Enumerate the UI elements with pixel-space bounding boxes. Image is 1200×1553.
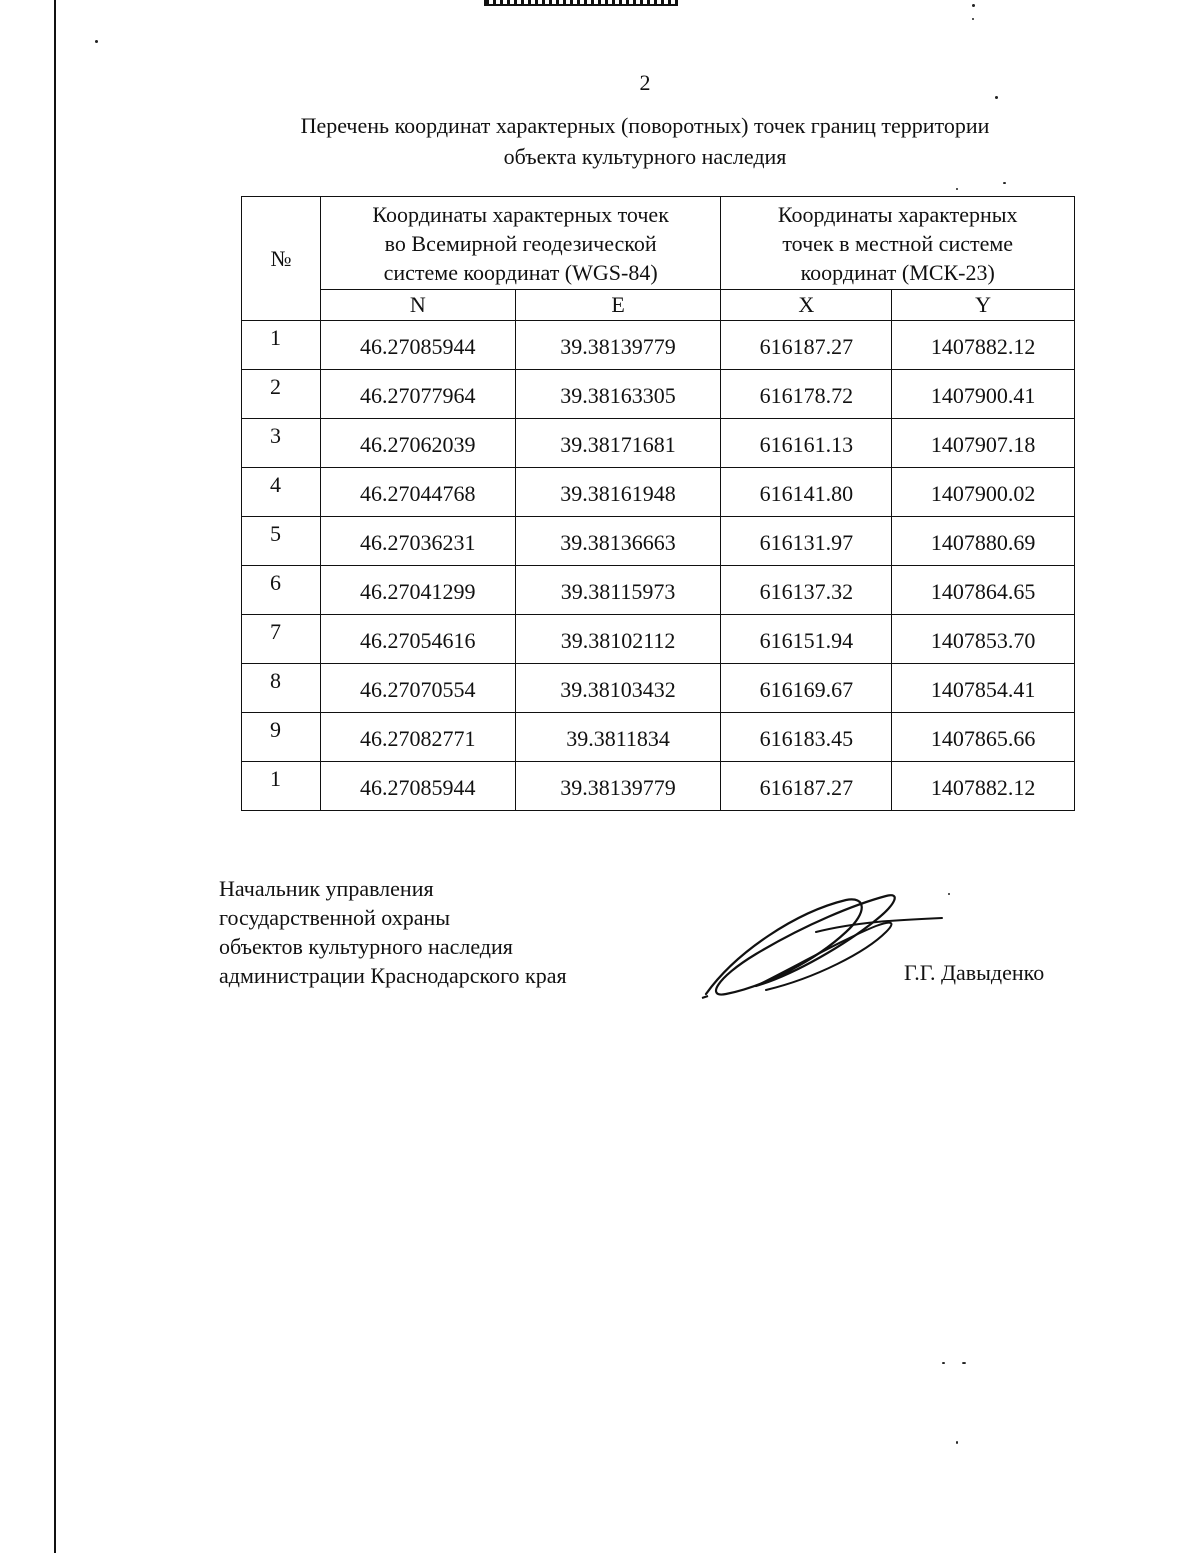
point-number-cell: 3 — [242, 419, 321, 468]
y-coordinate-cell: 1407853.70 — [892, 615, 1075, 664]
table-row — [242, 762, 1075, 811]
longitude-cell: 39.38171681 — [515, 419, 721, 468]
msk23-group-header — [721, 197, 1075, 290]
longitude-cell: 39.3811834 — [515, 713, 721, 762]
x-coordinate-cell: 616151.94 — [721, 615, 892, 664]
title-line: Перечень координат характерных (поворотных) точек границ территории — [300, 113, 990, 138]
y-coordinate-cell: 1407900.41 — [892, 370, 1075, 419]
longitude-cell: 39.38102112 — [515, 615, 721, 664]
longitude-cell: 39.38163305 — [515, 370, 721, 419]
point-number-cell: 1 — [242, 321, 321, 370]
coordinates-table — [241, 196, 1075, 811]
table-row — [242, 664, 1075, 713]
header-line: во Всемирной геодезической — [384, 230, 657, 256]
y-coordinate-cell: 1407882.12 — [892, 762, 1075, 811]
x-column-header: X — [721, 290, 892, 321]
page-number: 2 — [639, 70, 651, 95]
longitude-cell: 39.38136663 — [515, 517, 721, 566]
point-number-cell: 1 — [242, 762, 321, 811]
scan-speck — [1003, 182, 1006, 184]
page-left-border — [54, 0, 56, 1553]
latitude-cell: 46.27044768 — [320, 468, 515, 517]
header-line: координат (МСК-23) — [800, 259, 995, 285]
scan-speck — [956, 1441, 958, 1444]
scan-speck — [962, 1362, 966, 1364]
scan-speck — [972, 18, 974, 20]
signer-name: Г.Г. Давыденко — [904, 960, 1045, 985]
x-coordinate-cell: 616178.72 — [721, 370, 892, 419]
longitude-cell: 39.38139779 — [515, 762, 721, 811]
latitude-cell: 46.27070554 — [320, 664, 515, 713]
longitude-cell: 39.38115973 — [515, 566, 721, 615]
table-row — [242, 566, 1075, 615]
point-number-cell: 9 — [242, 713, 321, 762]
latitude-cell: 46.27085944 — [320, 321, 515, 370]
signatory-position — [219, 874, 679, 990]
position-line: Начальник управления — [219, 876, 434, 901]
y-coordinate-cell: 1407854.41 — [892, 664, 1075, 713]
scan-speck — [942, 1362, 945, 1364]
longitude-cell: 39.38161948 — [515, 468, 721, 517]
x-coordinate-cell: 616137.32 — [721, 566, 892, 615]
x-coordinate-cell: 616169.67 — [721, 664, 892, 713]
y-column-header: Y — [892, 290, 1075, 321]
x-coordinate-cell: 616183.45 — [721, 713, 892, 762]
longitude-cell: 39.38103432 — [515, 664, 721, 713]
header-line: Координаты характерных — [777, 201, 1018, 227]
position-line: администрации Краснодарского края — [219, 963, 567, 988]
scan-speck — [956, 188, 958, 190]
position-line: государственной охраны — [219, 905, 451, 930]
latitude-cell: 46.27077964 — [320, 370, 515, 419]
x-coordinate-cell: 616161.13 — [721, 419, 892, 468]
scan-speck — [95, 40, 98, 43]
table-row — [242, 321, 1075, 370]
point-number-cell: 2 — [242, 370, 321, 419]
table-row — [242, 713, 1075, 762]
y-coordinate-cell: 1407882.12 — [892, 321, 1075, 370]
latitude-cell: 46.27082771 — [320, 713, 515, 762]
latitude-cell: 46.27085944 — [320, 762, 515, 811]
e-column-header: E — [515, 290, 721, 321]
header-line: системе координат (WGS-84) — [383, 259, 658, 285]
y-coordinate-cell: 1407865.66 — [892, 713, 1075, 762]
x-coordinate-cell: 616141.80 — [721, 468, 892, 517]
point-number-cell: 4 — [242, 468, 321, 517]
table-row — [242, 419, 1075, 468]
point-number-cell: 8 — [242, 664, 321, 713]
top-stamp-mark — [484, 0, 678, 6]
latitude-cell: 46.27041299 — [320, 566, 515, 615]
y-coordinate-cell: 1407907.18 — [892, 419, 1075, 468]
table-row — [242, 468, 1075, 517]
y-coordinate-cell: 1407900.02 — [892, 468, 1075, 517]
longitude-cell: 39.38139779 — [515, 321, 721, 370]
latitude-cell: 46.27036231 — [320, 517, 515, 566]
point-number-cell: 5 — [242, 517, 321, 566]
point-number-cell: 7 — [242, 615, 321, 664]
scan-speck — [995, 96, 998, 99]
x-coordinate-cell: 616187.27 — [721, 321, 892, 370]
header-line: точек в местной системе — [782, 230, 1014, 256]
wgs84-group-header — [320, 197, 721, 290]
y-coordinate-cell: 1407864.65 — [892, 566, 1075, 615]
handwritten-signature — [696, 882, 966, 1012]
scan-speck — [972, 4, 975, 7]
x-coordinate-cell: 616187.27 — [721, 762, 892, 811]
point-number-cell: 6 — [242, 566, 321, 615]
latitude-cell: 46.27062039 — [320, 419, 515, 468]
header-line: Координаты характерных точек — [372, 201, 669, 227]
document-title — [200, 110, 1090, 172]
position-line: объектов культурного наследия — [219, 934, 513, 959]
number-column-header: № — [242, 197, 321, 321]
table-row — [242, 517, 1075, 566]
table-row — [242, 370, 1075, 419]
y-coordinate-cell: 1407880.69 — [892, 517, 1075, 566]
title-line: объекта культурного наследия — [503, 144, 787, 169]
x-coordinate-cell: 616131.97 — [721, 517, 892, 566]
table-row — [242, 615, 1075, 664]
latitude-cell: 46.27054616 — [320, 615, 515, 664]
n-column-header: N — [320, 290, 515, 321]
